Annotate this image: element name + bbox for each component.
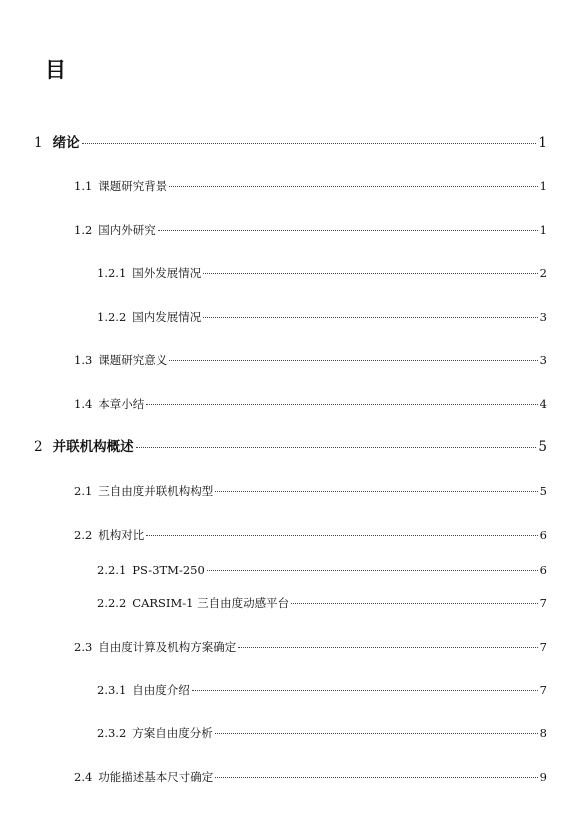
entry-number: 2: [34, 439, 43, 455]
entry-number: 1.3: [74, 353, 93, 367]
entry-page-number: 6: [539, 563, 547, 577]
entry-title: 并联机构概述: [52, 439, 134, 455]
entry-page-number: 6: [539, 528, 547, 542]
entry-page-number: 7: [539, 596, 547, 610]
entry-page-number: 5: [538, 439, 547, 455]
entry-page-number: 3: [539, 310, 547, 324]
toc-entry-2-2-1[interactable]: [97, 561, 547, 579]
toc-entry-2-1[interactable]: [74, 482, 547, 500]
toc-entry-1-2-1[interactable]: [97, 264, 547, 282]
entry-title: 三自由度并联机构构型: [98, 484, 214, 498]
entry-number: 1: [34, 135, 43, 151]
entry-page-number: 2: [539, 266, 547, 280]
toc-entry-chapter-1[interactable]: [34, 133, 547, 153]
toc-entry-1-1[interactable]: [74, 177, 547, 195]
dot-leader: [146, 404, 537, 405]
entry-title: 课题研究意义: [98, 353, 168, 367]
toc-entry-1-2-2[interactable]: [97, 308, 547, 326]
entry-page-number: 1: [539, 179, 547, 193]
toc-entry-1-2[interactable]: [74, 221, 547, 239]
entry-title: 机构对比: [98, 528, 145, 542]
entry-page-number: 4: [539, 397, 547, 411]
entry-title: 绪论: [52, 135, 80, 151]
entry-title: 功能描述基本尺寸确定: [98, 770, 214, 784]
dot-leader: [203, 317, 537, 318]
dot-leader: [215, 491, 537, 492]
entry-page-number: 8: [539, 726, 547, 740]
dot-leader: [82, 143, 537, 144]
dot-leader: [169, 186, 537, 187]
entry-number: 1.1: [74, 179, 93, 193]
entry-title: 课题研究背景: [98, 179, 168, 193]
entry-number: 2.4: [74, 770, 93, 784]
entry-title: 国内发展情况: [132, 310, 202, 324]
dot-leader: [192, 690, 538, 691]
dot-leader: [238, 647, 537, 648]
toc-entry-2-2[interactable]: [74, 526, 547, 544]
toc-entry-chapter-2[interactable]: [34, 437, 547, 457]
toc-entry-2-3-2[interactable]: [97, 724, 547, 742]
dot-leader: [291, 603, 538, 604]
entry-number: 2.3: [74, 640, 93, 654]
entry-title: 国内外研究: [98, 223, 156, 237]
entry-title: CARSIM-1 三自由度动感平台: [132, 596, 290, 610]
entry-number: 2.3.2: [97, 726, 127, 740]
entry-title: 本章小结: [98, 397, 145, 411]
entry-page-number: 7: [539, 640, 547, 654]
entry-page-number: 5: [539, 484, 547, 498]
dot-leader: [203, 273, 537, 274]
dot-leader: [169, 360, 537, 361]
toc-entry-1-3[interactable]: [74, 351, 547, 369]
dot-leader: [207, 570, 538, 571]
toc-entry-1-4[interactable]: [74, 395, 547, 413]
toc-entry-2-4[interactable]: [74, 768, 547, 786]
dot-leader: [146, 535, 537, 536]
entry-page-number: 9: [539, 770, 547, 784]
entry-page-number: 3: [539, 353, 547, 367]
toc-entry-2-2-2[interactable]: [97, 594, 547, 612]
entry-number: 2.2.1: [97, 563, 127, 577]
entry-title: 自由度介绍: [132, 683, 190, 697]
entry-page-number: 7: [539, 683, 547, 697]
dot-leader: [158, 230, 538, 231]
entry-title: 方案自由度分析: [132, 726, 213, 740]
dot-leader: [215, 733, 538, 734]
entry-number: 2.2: [74, 528, 93, 542]
entry-title: 国外发展情况: [132, 266, 202, 280]
entry-number: 1.2.2: [97, 310, 127, 324]
entry-number: 1.2: [74, 223, 93, 237]
entry-page-number: 1: [539, 223, 547, 237]
entry-number: 1.2.1: [97, 266, 127, 280]
entry-number: 2.3.1: [97, 683, 127, 697]
entry-title: 自由度计算及机构方案确定: [98, 640, 237, 654]
toc-entry-2-3[interactable]: [74, 638, 547, 656]
dot-leader: [136, 447, 537, 448]
entry-number: 1.4: [74, 397, 93, 411]
dot-leader: [215, 777, 537, 778]
entry-title: PS-3TM-250: [132, 563, 205, 577]
entry-page-number: 1: [538, 135, 547, 151]
toc-entry-2-3-1[interactable]: [97, 681, 547, 699]
toc-title: 目: [45, 58, 66, 82]
entry-number: 2.1: [74, 484, 93, 498]
entry-number: 2.2.2: [97, 596, 127, 610]
